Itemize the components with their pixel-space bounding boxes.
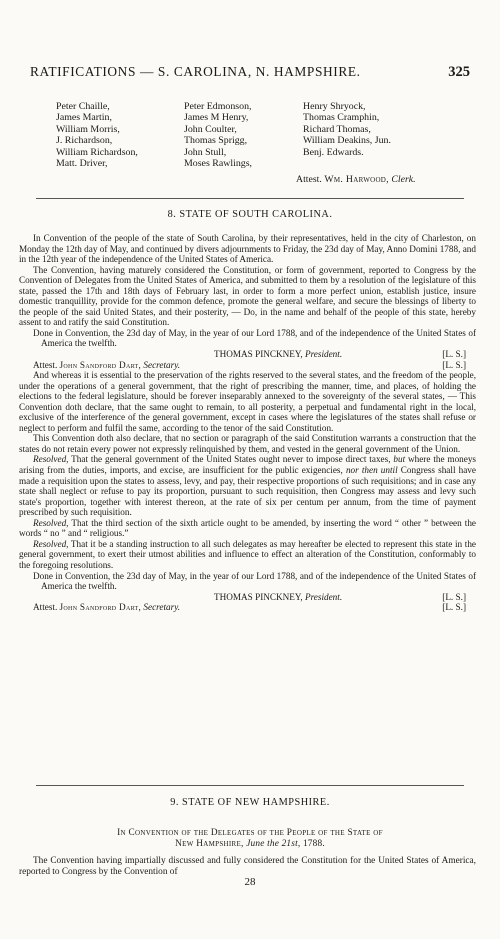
resolved-label: Resolved, [33, 517, 69, 528]
signer-name: James Martin, [56, 112, 112, 124]
page-number: 325 [448, 64, 470, 80]
attest-title: Clerk. [391, 174, 416, 185]
paragraph-resolution: Resolved, That the general government of the United States ought never to impose direct taxes, but where the moneys arising from the duties, imports, and excise, are insufficient for the public exigencies, nor then until Congress shall have made a requisition upon the states to assess, levy, and pay, their respective proportions of such requisitions; and in case any state shall neglect or refuse to pay its proportion, pursuant to such requisition, then Congress may assess and levy such state's proportion, together with interest thereon, at the rate of six per centum per annum, from the time of payment prescribed by such requisition. [19, 454, 477, 518]
attest-name: John Sandford Dart, [59, 602, 142, 613]
attest-name: John Sandford Dart, [59, 359, 142, 370]
section-title-new-hampshire: 9. STATE OF NEW HAMPSHIRE. [170, 797, 330, 808]
signer-name: William Deakins, Jun. [303, 135, 391, 147]
printer-signature-mark: 28 [244, 876, 256, 888]
new-hampshire-text [19, 856, 476, 877]
attest-secretary [19, 360, 476, 371]
seal-mark: [L. S.] [442, 359, 466, 370]
signature-line [19, 592, 476, 603]
signer-name: Peter Chaille, [56, 101, 110, 112]
attest-clerk [296, 174, 416, 185]
signatory-title: President. [304, 349, 343, 360]
signer-name: Thomas Sprigg, [184, 135, 248, 147]
resolved-label: Resolved, [33, 538, 69, 549]
attest-name: Wm. Harwood, [324, 174, 389, 185]
signatory-name: THOMAS PINCKNEY, [214, 591, 303, 602]
signer-name: Peter Edmonson, [184, 101, 252, 112]
paragraph-resolution: Resolved, That it be a standing instruction to all such delegates as may hereafter be elected to represent this state in the general government, to exert their utmost abilities and influence to effect an alteration of the Constitution, conformably to the foregoing resolutions. [19, 538, 476, 570]
signer-name: J. Richardson, [56, 135, 113, 147]
new-hampshire-heading: In Convention of the Delegates of the People of the State of New Hampshire, June the 21st, 1788. [117, 828, 383, 849]
seal-mark: [L. S.] [442, 602, 466, 613]
paragraph: Done in Convention, the 23d day of May, in the year of our Lord 1788, and of the independence of the United States of America the twelfth. [33, 327, 476, 349]
signer-name [303, 158, 443, 169]
paragraph: The Convention, having maturely considered the Constitution, or form of government, reported to Congress by the Convention of Delegates from the United States of America, and submitted to them by a resolution of the legislature of this state, passed the 17th and 18th days of February last, in order to form a more perfect union, establish justice, insure domestic tranquillity, provide for the common defence, promote the general welfare, and secure the blessings of liberty to the people of the said United States, and their posterity, — Do, in the name and behalf of the people of this state, hereby assent to and ratify the said Constitution. [19, 264, 476, 328]
section-divider [36, 198, 464, 199]
signer-name: Matt. Driver, [56, 158, 108, 170]
signer-name: Benj. Edwards. [303, 146, 364, 158]
signer-name: John Coulter, [184, 123, 237, 135]
signer-name: James M Henry, [184, 112, 249, 124]
paragraph: The Convention having impartially discussed and fully considered the Constitution for the United States of America, reported to Congress by the Convention of [19, 856, 476, 877]
running-head: RATIFICATIONS — S. CAROLINA, N. HAMPSHIRE. [30, 64, 361, 79]
signers-list [56, 101, 443, 169]
paragraph: In Convention of the people of the state of South Carolina, by their representatives, held in the city of Charleston, on Monday the 12th day of May, and continued by divers adjournments to Friday, the 23d day of May, Anno Domini 1788, and in the 12th year of the independence of the United States of America. [19, 233, 476, 265]
section-divider [36, 785, 464, 786]
paragraph: And whereas it is essential to the preservation of the rights reserved to the several states, and the freedom of the people, under the operations of a general government, that the right of prescribing the manner, time, and places, of holding the elections to the federal legislature, should be forever inseparably annexed to the sovereignty of the several states, — This Convention doth declare, that the same ought to remain, to all posterity, a perpetual and fundamental right in the local, exclusive of the interference of the general government, except in cases where the legislatures of the states shall refuse or neglect to perform and fulfil the same, according to the tenor of the said Constitution. [19, 370, 476, 433]
signer-name: William Richardson, [56, 146, 138, 158]
signer-name: Moses Rawlings, [184, 158, 253, 170]
paragraph: Done in Convention, the 23d day of May, in the year of our Lord 1788, and of the independence of the United States of America the twelfth. [33, 570, 476, 592]
south-carolina-text [19, 233, 476, 613]
resolved-label: Resolved, [33, 454, 69, 465]
signatory-name: THOMAS PINCKNEY, [214, 349, 303, 360]
seal-mark: [L. S.] [442, 349, 466, 360]
paragraph: This Convention doth also declare, that no section or paragraph of the said Constitution warrants a construction that the states do not retain every power not expressly relinquished by them, and vested in the general government of the Union. [19, 433, 476, 454]
signer-name: William Morris, [56, 123, 120, 135]
signer-name: Henry Shryock, [303, 101, 366, 112]
signer-name: John Stull, [184, 146, 227, 158]
section-title-south-carolina: 8. STATE OF SOUTH CAROLINA. [167, 209, 333, 220]
attest-label: Attest. [33, 359, 58, 370]
attest-label: Attest. [296, 174, 322, 185]
attest-label: Attest. [33, 602, 58, 613]
signature-line [19, 349, 476, 360]
attest-title: Secretary. [143, 602, 181, 613]
attest-title: Secretary. [143, 359, 181, 370]
seal-mark: [L. S.] [442, 591, 466, 602]
signatory-title: President. [304, 591, 343, 602]
signer-name: Thomas Cramphin, [303, 112, 380, 124]
page-header [30, 64, 470, 81]
signer-name: Richard Thomas, [303, 123, 371, 135]
attest-secretary [19, 602, 476, 613]
paragraph-resolution: Resolved, That the third section of the sixth article ought to be amended, by inserting the word “ other ” between the words “ no ” and “ religious.” [19, 517, 476, 539]
